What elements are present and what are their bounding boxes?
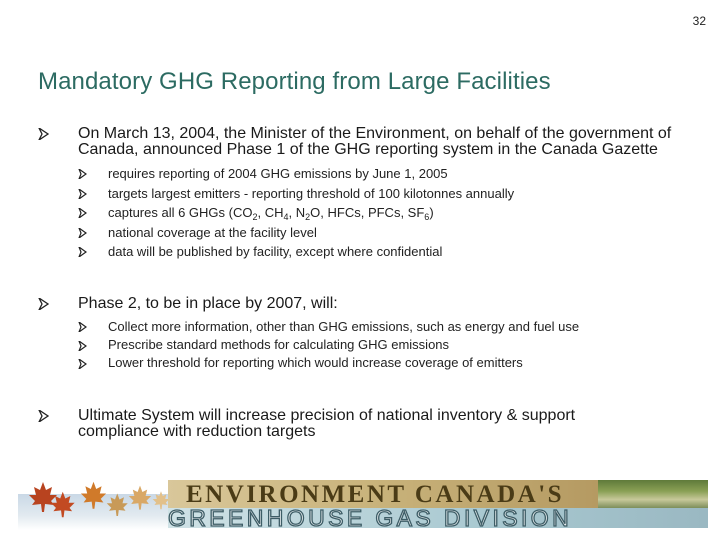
sub-item	[38, 336, 678, 354]
arrow-bullet-icon	[38, 410, 49, 422]
sub-item	[38, 320, 678, 333]
arrow-bullet-icon	[78, 169, 87, 179]
sub-item-text: requires reporting of 2004 GHG emissions by June 1, 2005	[108, 166, 448, 181]
bullet-phase2	[38, 296, 678, 372]
sub-item-text: data will be published by facility, except where confidential	[108, 244, 443, 259]
sub-item-text: Prescribe standard methods for calculating GHG emissions	[108, 337, 450, 352]
sub-item-text: national coverage at the facility level	[108, 224, 317, 240]
sub-item	[38, 184, 678, 204]
division-banner	[18, 472, 708, 530]
bullet-text: Ultimate System will increase precision of national inventory & support compliance with reduction targets	[78, 407, 576, 440]
arrow-bullet-icon	[78, 322, 87, 332]
sub-item-text: Lower threshold for reporting which would increase coverage of emitters	[108, 355, 523, 370]
arrow-bullet-icon	[38, 128, 49, 140]
bullet-item	[38, 126, 678, 158]
banner-line1: ENVIRONMENT CANADA'S	[186, 481, 565, 508]
banner-photo	[598, 480, 708, 508]
sub-list	[38, 164, 678, 262]
sub-item-text: targets largest emitters - reporting threshold of 100 kilotonnes annually	[108, 185, 515, 201]
arrow-bullet-icon	[78, 341, 87, 351]
banner-line2: GREENHOUSE GAS DIVISION	[168, 505, 573, 531]
slide-title: Mandatory GHG Reporting from Large Facilities	[38, 68, 551, 95]
bullet-phase1	[38, 126, 678, 262]
sub-item-text: Collect more information, other than GHG emissions, such as energy and fuel use	[108, 319, 580, 334]
sub-list	[38, 320, 678, 372]
maple-leaves-icon	[28, 480, 178, 530]
bullet-item	[38, 296, 678, 312]
sub-item	[38, 242, 678, 262]
arrow-bullet-icon	[78, 208, 87, 218]
bullet-text: On March 13, 2004, the Minister of the Environment, on behalf of the government of Canada, announced Phase 1 of the GHG reporting system in the Canada Gazette	[78, 125, 672, 158]
bullet-item	[38, 408, 678, 440]
bullet-text: Phase 2, to be in place by 2007, will:	[78, 295, 338, 312]
arrow-bullet-icon	[38, 298, 49, 310]
sub-item	[38, 223, 678, 243]
sub-item-gases	[38, 203, 678, 223]
sub-item	[38, 164, 678, 184]
page-number: 32	[692, 14, 706, 28]
arrow-bullet-icon	[78, 189, 87, 199]
bullet-ultimate	[38, 408, 678, 440]
arrow-bullet-icon	[78, 228, 87, 238]
arrow-bullet-icon	[78, 247, 87, 257]
sub-item	[38, 354, 678, 372]
arrow-bullet-icon	[78, 359, 87, 369]
sub-item-text: captures all 6 GHGs ($CO_2$, $CH_4$, $N_2O$, HFCs, PFCs, $SF_6$)	[108, 205, 434, 222]
